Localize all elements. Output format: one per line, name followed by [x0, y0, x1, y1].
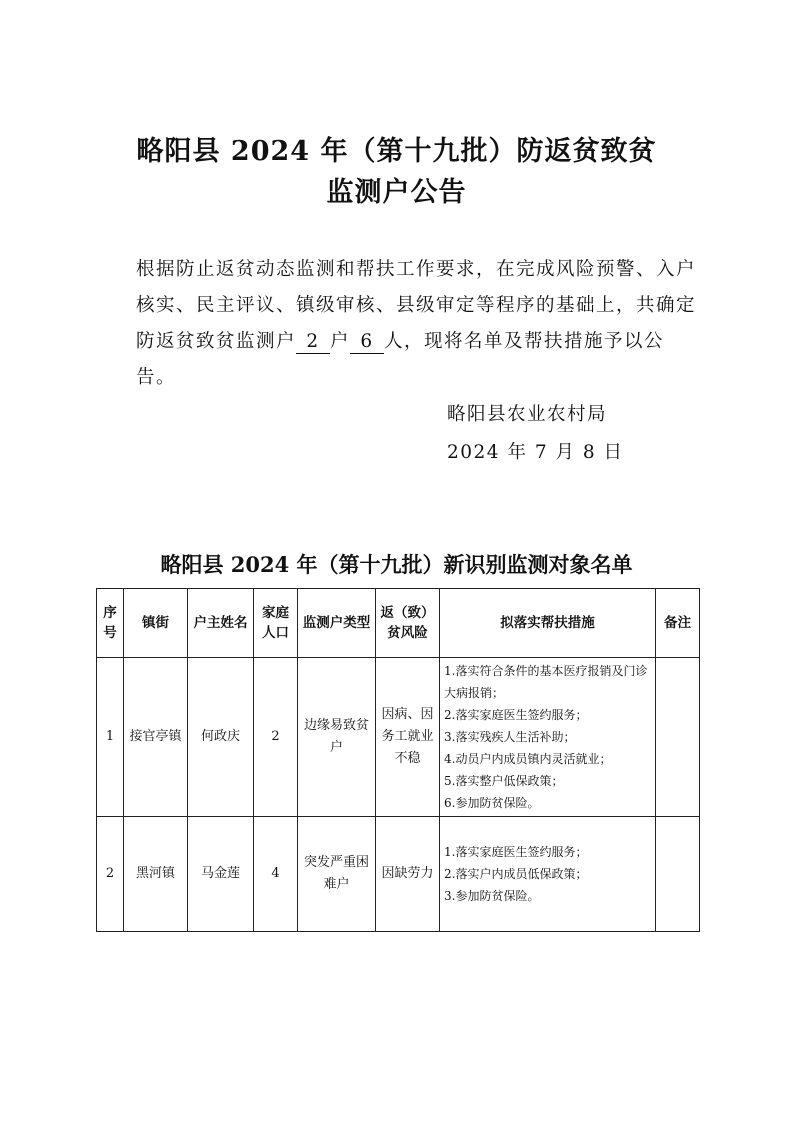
header-type: 监测户类型 [298, 589, 376, 658]
cell-type: 边缘易致贫户 [298, 658, 376, 817]
notice-body [96, 252, 700, 396]
body-suffix: 人，现将名单及帮扶措施予以公告。 [136, 331, 665, 388]
measure-item: 3.落实残疾人生活补助； [444, 730, 576, 744]
header-measures: 拟落实帮扶措施 [440, 589, 656, 658]
measure-item: 2.落实家庭医生签约服务； [444, 708, 588, 722]
body-prefix: 根据防止返贫动态监测和帮扶工作要求，在完成风险预警、入户核实、民主评议、镇级审核、县级审定等程序的基础上，共确定防返贫致贫监测户 [136, 259, 697, 352]
cell-size: 2 [254, 658, 298, 817]
notice-title-line1: 略阳县 2024 年（第十九批）防返贫致贫 [136, 136, 657, 167]
issue-date: 2024 年 7 月 8 日 [447, 442, 624, 463]
table-row [97, 658, 700, 817]
measure-item: 2.落实户内成员低保政策； [444, 867, 588, 881]
cell-town: 接官亭镇 [124, 658, 188, 817]
cell-risk: 因病、因务工就业不稳 [376, 658, 440, 817]
cell-measures [440, 658, 656, 817]
header-size: 家庭人口 [254, 589, 298, 658]
header-town: 镇街 [124, 589, 188, 658]
header-risk: 返（致）贫风险 [376, 589, 440, 658]
header-remark: 备注 [656, 589, 700, 658]
roster-table [96, 588, 700, 932]
header-head: 户主姓名 [188, 589, 254, 658]
cell-head: 何政庆 [188, 658, 254, 817]
cell-size: 4 [254, 817, 298, 932]
household-count: 2 [296, 331, 330, 354]
measure-item: 6.参加防贫保险。 [444, 796, 540, 810]
cell-seq: 1 [97, 658, 124, 817]
issuer: 略阳县农业农村局 [447, 404, 608, 425]
measure-item: 4.动员户内成员镇内灵活就业； [444, 752, 612, 766]
measure-item: 3.参加防贫保险。 [444, 889, 540, 903]
header-row [97, 589, 700, 658]
notice-title-line2: 监测户公告 [326, 177, 467, 208]
cell-remark [656, 658, 700, 817]
header-seq: 序号 [97, 589, 124, 658]
cell-head: 马金莲 [188, 817, 254, 932]
measure-item: 1.落实家庭医生签约服务； [444, 845, 588, 859]
measure-item: 5.落实整户低保政策； [444, 774, 564, 788]
cell-town: 黑河镇 [124, 817, 188, 932]
cell-seq: 2 [97, 817, 124, 932]
cell-remark [656, 817, 700, 932]
person-count: 6 [350, 331, 384, 354]
cell-measures [440, 817, 656, 932]
measure-item: 1.落实符合条件的基本医疗报销及门诊大病报销； [444, 664, 648, 700]
roster-title: 略阳县 2024 年（第十九批）新识别监测对象名单 [160, 552, 633, 577]
cell-type: 突发严重困难户 [298, 817, 376, 932]
table-row [97, 817, 700, 932]
unit-household: 户 [330, 331, 351, 352]
cell-risk: 因缺劳力 [376, 817, 440, 932]
